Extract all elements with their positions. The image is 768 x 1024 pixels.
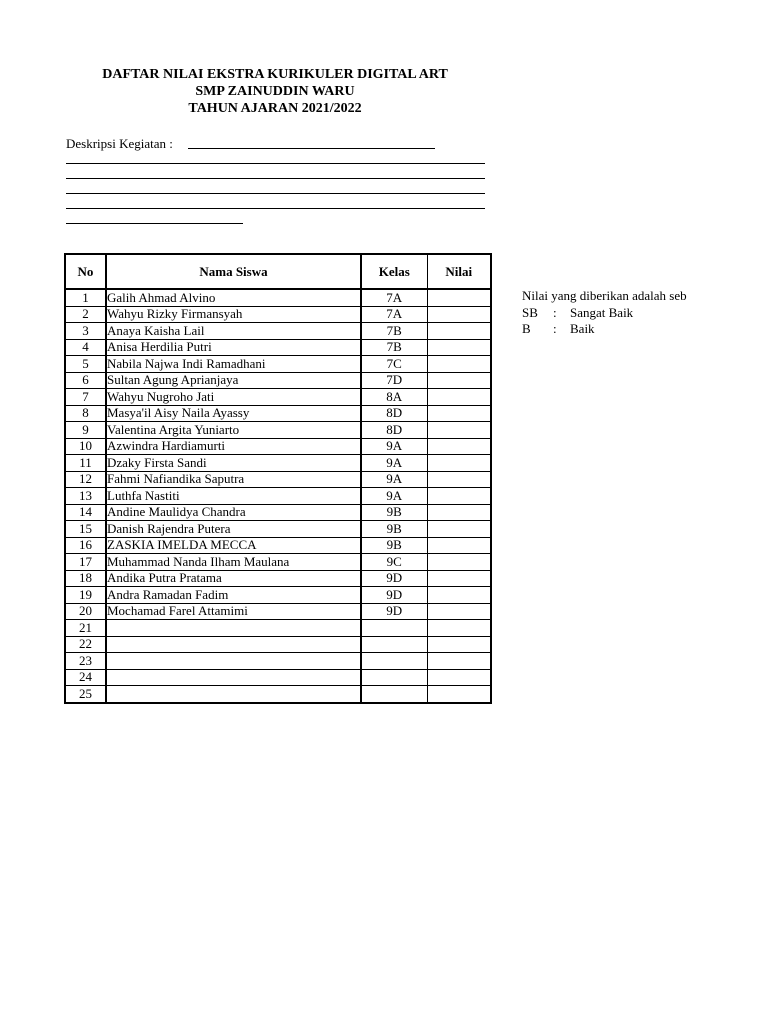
cell-no: 20 xyxy=(65,603,106,620)
document-title-block xyxy=(60,66,490,117)
title-line-2: SMP ZAINUDDIN WARU xyxy=(195,84,355,99)
cell-no: 14 xyxy=(65,504,106,521)
cell-no: 11 xyxy=(65,455,106,472)
cell-nama-siswa: Anaya Kaisha Lail xyxy=(106,323,361,340)
cell-nilai xyxy=(427,653,491,670)
table-row xyxy=(65,636,491,653)
cell-kelas xyxy=(361,653,427,670)
table-row xyxy=(65,306,491,323)
cell-nama-siswa xyxy=(106,686,361,703)
cell-kelas: 9D xyxy=(361,587,427,604)
table-row xyxy=(65,686,491,703)
table-row xyxy=(65,289,491,306)
cell-nilai xyxy=(427,504,491,521)
cell-nilai xyxy=(427,422,491,439)
table-row xyxy=(65,405,491,422)
cell-kelas: 9A xyxy=(361,471,427,488)
cell-nilai xyxy=(427,289,491,306)
table-body xyxy=(65,289,491,703)
cell-nama-siswa xyxy=(106,653,361,670)
description-blank-line-3 xyxy=(66,178,485,179)
cell-nilai xyxy=(427,587,491,604)
cell-nama-siswa: Fahmi Nafiandika Saputra xyxy=(106,471,361,488)
cell-no: 4 xyxy=(65,339,106,356)
cell-nama-siswa: ZASKIA IMELDA MECCA xyxy=(106,537,361,554)
legend-meaning: Sangat Baik xyxy=(570,304,634,320)
cell-no: 23 xyxy=(65,653,106,670)
cell-nilai xyxy=(427,570,491,587)
table-row xyxy=(65,521,491,538)
cell-kelas: 9A xyxy=(361,488,427,505)
grade-legend xyxy=(522,288,768,338)
cell-no: 24 xyxy=(65,669,106,686)
table-row xyxy=(65,455,491,472)
cell-nama-siswa: Wahyu Nugroho Jati xyxy=(106,389,361,406)
cell-no: 1 xyxy=(65,289,106,306)
legend-code: B xyxy=(522,321,531,336)
cell-nilai xyxy=(427,323,491,340)
cell-no: 21 xyxy=(65,620,106,637)
header-nilai: Nilai xyxy=(427,254,491,289)
cell-nilai xyxy=(427,537,491,554)
cell-kelas: 9B xyxy=(361,537,427,554)
table-row xyxy=(65,438,491,455)
cell-no: 10 xyxy=(65,438,106,455)
cell-no: 9 xyxy=(65,422,106,439)
cell-nilai xyxy=(427,636,491,653)
cell-nama-siswa: Andine Maulidya Chandra xyxy=(106,504,361,521)
cell-no: 16 xyxy=(65,537,106,554)
cell-no: 2 xyxy=(65,306,106,323)
cell-nama-siswa: Galih Ahmad Alvino xyxy=(106,289,361,306)
table-row xyxy=(65,669,491,686)
cell-kelas: 8A xyxy=(361,389,427,406)
cell-no: 12 xyxy=(65,471,106,488)
cell-no: 25 xyxy=(65,686,106,703)
cell-no: 6 xyxy=(65,372,106,389)
legend-intro: Nilai yang diberikan adalah seb xyxy=(522,288,687,303)
description-blank-line-5 xyxy=(66,208,485,209)
cell-no: 7 xyxy=(65,389,106,406)
cell-nama-siswa: Mochamad Farel Attamimi xyxy=(106,603,361,620)
title-line-1: DAFTAR NILAI EKSTRA KURIKULER DIGITAL ART xyxy=(102,67,448,82)
cell-kelas xyxy=(361,686,427,703)
cell-no: 22 xyxy=(65,636,106,653)
table-row xyxy=(65,488,491,505)
cell-nama-siswa xyxy=(106,669,361,686)
cell-kelas: 7B xyxy=(361,339,427,356)
table-row xyxy=(65,471,491,488)
cell-kelas: 9B xyxy=(361,504,427,521)
table-row xyxy=(65,554,491,571)
cell-nama-siswa: Andika Putra Pratama xyxy=(106,570,361,587)
description-blank-line-2 xyxy=(66,163,485,164)
cell-nama-siswa: Muhammad Nanda Ilham Maulana xyxy=(106,554,361,571)
cell-no: 18 xyxy=(65,570,106,587)
cell-kelas: 9D xyxy=(361,603,427,620)
cell-nama-siswa: Azwindra Hardiamurti xyxy=(106,438,361,455)
cell-kelas: 8D xyxy=(361,405,427,422)
cell-nilai xyxy=(427,686,491,703)
cell-kelas: 9B xyxy=(361,521,427,538)
description-blank-line-6 xyxy=(66,223,243,224)
cell-nama-siswa: Danish Rajendra Putera xyxy=(106,521,361,538)
cell-nilai xyxy=(427,306,491,323)
cell-nama-siswa: Valentina Argita Yuniarto xyxy=(106,422,361,439)
cell-no: 8 xyxy=(65,405,106,422)
table-row xyxy=(65,389,491,406)
cell-kelas xyxy=(361,636,427,653)
cell-kelas xyxy=(361,620,427,637)
legend-separator: : xyxy=(553,321,557,336)
cell-nama-siswa: Masya'il Aisy Naila Ayassy xyxy=(106,405,361,422)
description-label: Deskripsi Kegiatan : xyxy=(66,136,173,151)
header-kelas: Kelas xyxy=(361,254,427,289)
table-row xyxy=(65,620,491,637)
table-row xyxy=(65,356,491,373)
cell-nilai xyxy=(427,521,491,538)
cell-nilai xyxy=(427,356,491,373)
table-row xyxy=(65,587,491,604)
table-row xyxy=(65,603,491,620)
table-header-row xyxy=(65,254,491,289)
cell-nama-siswa xyxy=(106,636,361,653)
table-row xyxy=(65,422,491,439)
legend-item xyxy=(522,305,768,322)
cell-nilai xyxy=(427,488,491,505)
table-row xyxy=(65,653,491,670)
description-blank-line-1 xyxy=(188,148,435,149)
cell-nama-siswa: Nabila Najwa Indi Ramadhani xyxy=(106,356,361,373)
cell-nama-siswa: Sultan Agung Aprianjaya xyxy=(106,372,361,389)
cell-no: 5 xyxy=(65,356,106,373)
table-row xyxy=(65,339,491,356)
cell-nilai xyxy=(427,554,491,571)
cell-nilai xyxy=(427,471,491,488)
cell-nilai xyxy=(427,455,491,472)
grade-table xyxy=(64,253,492,704)
cell-nama-siswa: Anisa Herdilia Putri xyxy=(106,339,361,356)
table-row xyxy=(65,570,491,587)
cell-kelas: 9D xyxy=(361,570,427,587)
header-nama-siswa: Nama Siswa xyxy=(106,254,361,289)
title-line-3: TAHUN AJARAN 2021/2022 xyxy=(188,101,362,116)
cell-no: 13 xyxy=(65,488,106,505)
cell-nilai xyxy=(427,339,491,356)
table-row xyxy=(65,372,491,389)
table-row xyxy=(65,323,491,340)
cell-kelas: 7A xyxy=(361,306,427,323)
cell-kelas: 7B xyxy=(361,323,427,340)
cell-kelas: 7D xyxy=(361,372,427,389)
description-blank-line-4 xyxy=(66,193,485,194)
cell-nilai xyxy=(427,620,491,637)
header-no: No xyxy=(65,254,106,289)
cell-no: 17 xyxy=(65,554,106,571)
cell-kelas xyxy=(361,669,427,686)
table-row xyxy=(65,537,491,554)
cell-nilai xyxy=(427,405,491,422)
cell-kelas: 8D xyxy=(361,422,427,439)
cell-nama-siswa xyxy=(106,620,361,637)
cell-nilai xyxy=(427,372,491,389)
cell-no: 15 xyxy=(65,521,106,538)
cell-nama-siswa: Andra Ramadan Fadim xyxy=(106,587,361,604)
cell-kelas: 7C xyxy=(361,356,427,373)
table-row xyxy=(65,504,491,521)
cell-kelas: 9A xyxy=(361,455,427,472)
cell-nilai xyxy=(427,438,491,455)
cell-nilai xyxy=(427,603,491,620)
cell-nama-siswa: Luthfa Nastiti xyxy=(106,488,361,505)
cell-nilai xyxy=(427,389,491,406)
cell-kelas: 9A xyxy=(361,438,427,455)
cell-nama-siswa: Dzaky Firsta Sandi xyxy=(106,455,361,472)
cell-kelas: 7A xyxy=(361,289,427,306)
cell-kelas: 9C xyxy=(361,554,427,571)
legend-separator: : xyxy=(553,304,557,320)
legend-code: SB xyxy=(522,304,538,320)
cell-no: 19 xyxy=(65,587,106,604)
legend-item xyxy=(522,321,768,338)
cell-nilai xyxy=(427,669,491,686)
cell-nama-siswa: Wahyu Rizky Firmansyah xyxy=(106,306,361,323)
cell-no: 3 xyxy=(65,323,106,340)
legend-meaning: Baik xyxy=(570,321,595,336)
